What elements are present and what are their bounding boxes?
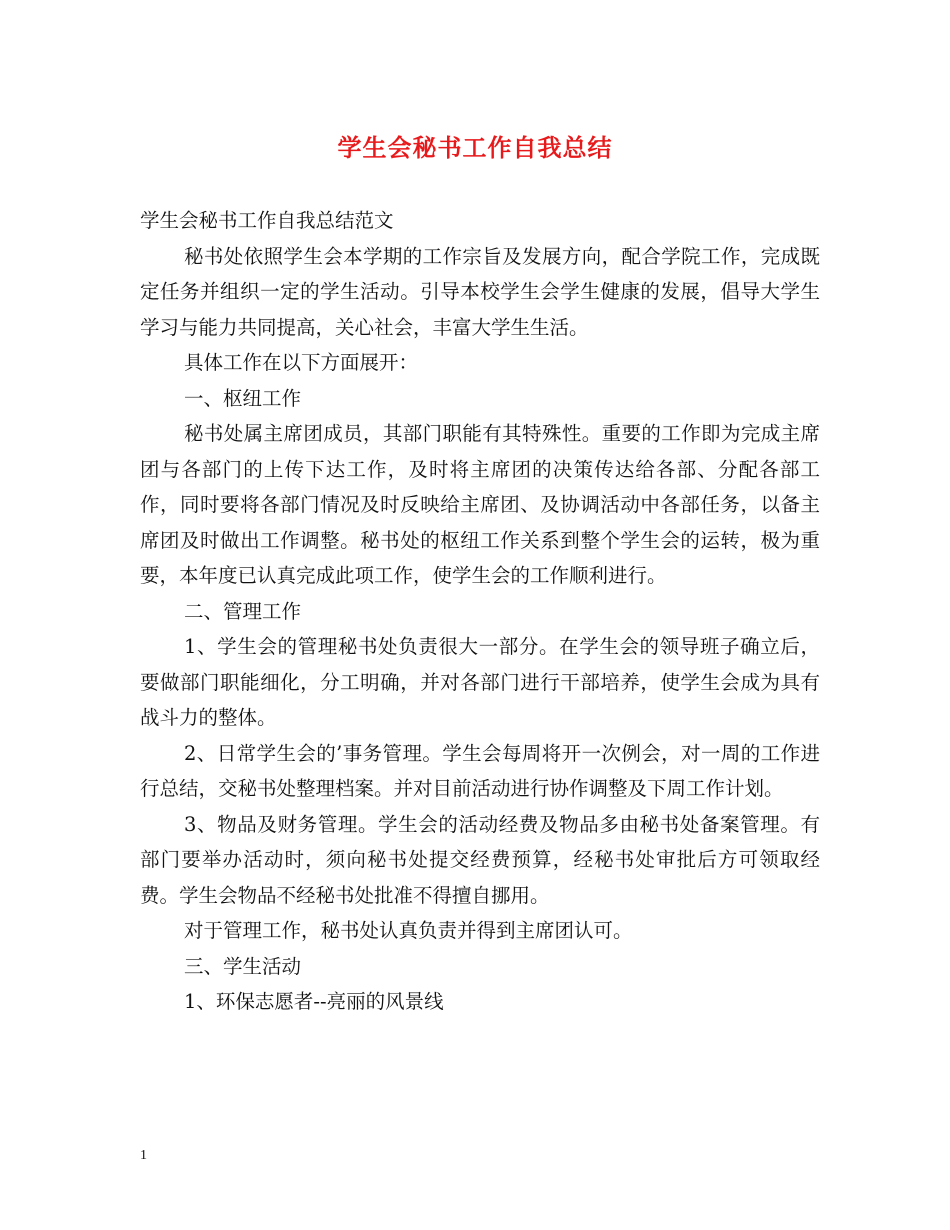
paragraph: 具体工作在以下方面展开： [184, 351, 419, 374]
page-number: 1 [140, 1148, 147, 1163]
paragraph: 3、物品及财务管理。学生会的活动经费及物品多由秘书处备案管理。有部门要举办活动时，须向秘书处提交经费预算，经秘书处审批后方可领取经费。学生会物品不经秘书处批准不得擅自挪用。 [140, 812, 820, 907]
paragraph: 学生会秘书工作自我总结范文 [140, 209, 394, 232]
paragraph: 一、枢纽工作 [184, 386, 302, 410]
paragraph: 三、学生活动 [184, 954, 302, 978]
paragraph: 秘书处属主席团成员，其部门职能有其特殊性。重要的工作即为完成主席团与各部门的上传下达工作，及时将主席团的决策传达给各部、分配各部工作，同时要将各部门情况及时反映给主席团、及协调活动中各部任务，以备主席团及时做出工作调整。秘书处的枢纽工作关系到整个学生会的运转，极为重要，本年度已认真完成此项工作，使学生会的工作顺利进行。 [140, 422, 820, 587]
paragraph: 二、管理工作 [184, 599, 302, 623]
document-title: 学生会秘书工作自我总结 [337, 134, 613, 162]
paragraph: 1、学生会的管理秘书处负责很大一部分。在学生会的领导班子确立后，要做部门职能细化，分工明确，并对各部门进行干部培养，使学生会成为具有战斗力的整体。 [140, 635, 820, 729]
paragraph: 1、环保志愿者--亮丽的风景线 [184, 990, 444, 1013]
paragraph: 2、日常学生会的’事务管理。学生会每周将开一次例会，对一周的工作进行总结，交秘书处整理档案。并对目前活动进行协作调整及下周工作计划。 [140, 741, 820, 800]
paragraph: 秘书处依照学生会本学期的工作宗旨及发展方向，配合学院工作，完成既定任务并组织一定的学生活动。引导本校学生会学生健康的发展，倡导大学生学习与能力共同提高，关心社会，丰富大学生生活。 [140, 244, 820, 339]
paragraph: 对于管理工作，秘书处认真负责并得到主席团认可。 [184, 919, 633, 942]
document-body [140, 203, 820, 1020]
